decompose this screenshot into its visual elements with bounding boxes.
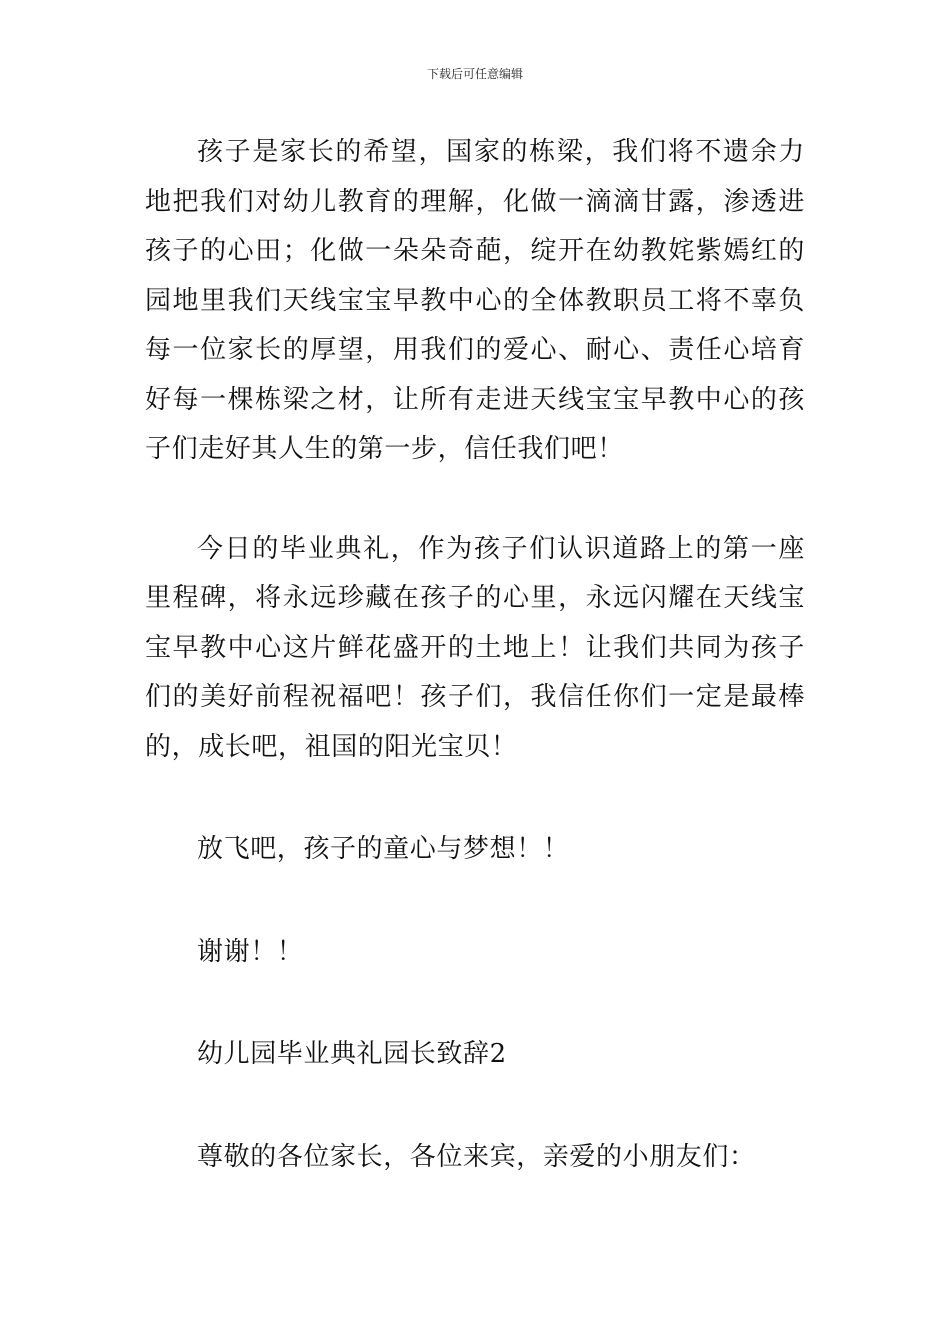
paragraph-spacer (145, 475, 805, 525)
paragraph-spacer (145, 977, 805, 1030)
section-title: 幼儿园毕业典礼园长致辞2 (197, 1039, 507, 1069)
paragraph-dreams: 放飞吧，孩子的童心与梦想！！ (197, 834, 570, 864)
header-note: 下载后可任意编辑 (426, 67, 523, 81)
paragraph-welcome: 孩子是家长的希望，国家的栋梁，我们将不遗余力地把我们对幼儿教育的理解，化做一滴滴甘露，渗透进孩子的心田；化做一朵朵奇葩，绽开在幼教姹紫嫣红的园地里我们天线宝宝早教中心的全体教职员工将不辜负每一位家长的厚望，用我们的爱心、耐心、责任心培育好每一棵栋梁之材，让所有走进天线宝宝早教中心的孩子们走好其人生的第一步，信任我们吧！ (145, 137, 805, 464)
paragraph-thanks: 谢谢！！ (197, 936, 304, 967)
paragraph-salutation: 尊敬的各位家长，各位来宾，亲爱的小朋友们： (197, 1141, 756, 1172)
paragraph-spacer (145, 1080, 805, 1133)
paragraph-ceremony: 今日的毕业典礼，作为孩子们认识道路上的第一座里程碑，将永远珍藏在孩子的心里，永远闪耀在天线宝宝早教中心这片鲜花盛开的土地上！让我们共同为孩子们的美好前程祝福吧！孩子们，我信任你们一定是最棒的，成长吧，祖国的阳光宝贝！ (145, 533, 805, 762)
document-body (145, 128, 805, 1182)
paragraph-spacer (145, 875, 805, 928)
paragraph-spacer (145, 772, 805, 825)
